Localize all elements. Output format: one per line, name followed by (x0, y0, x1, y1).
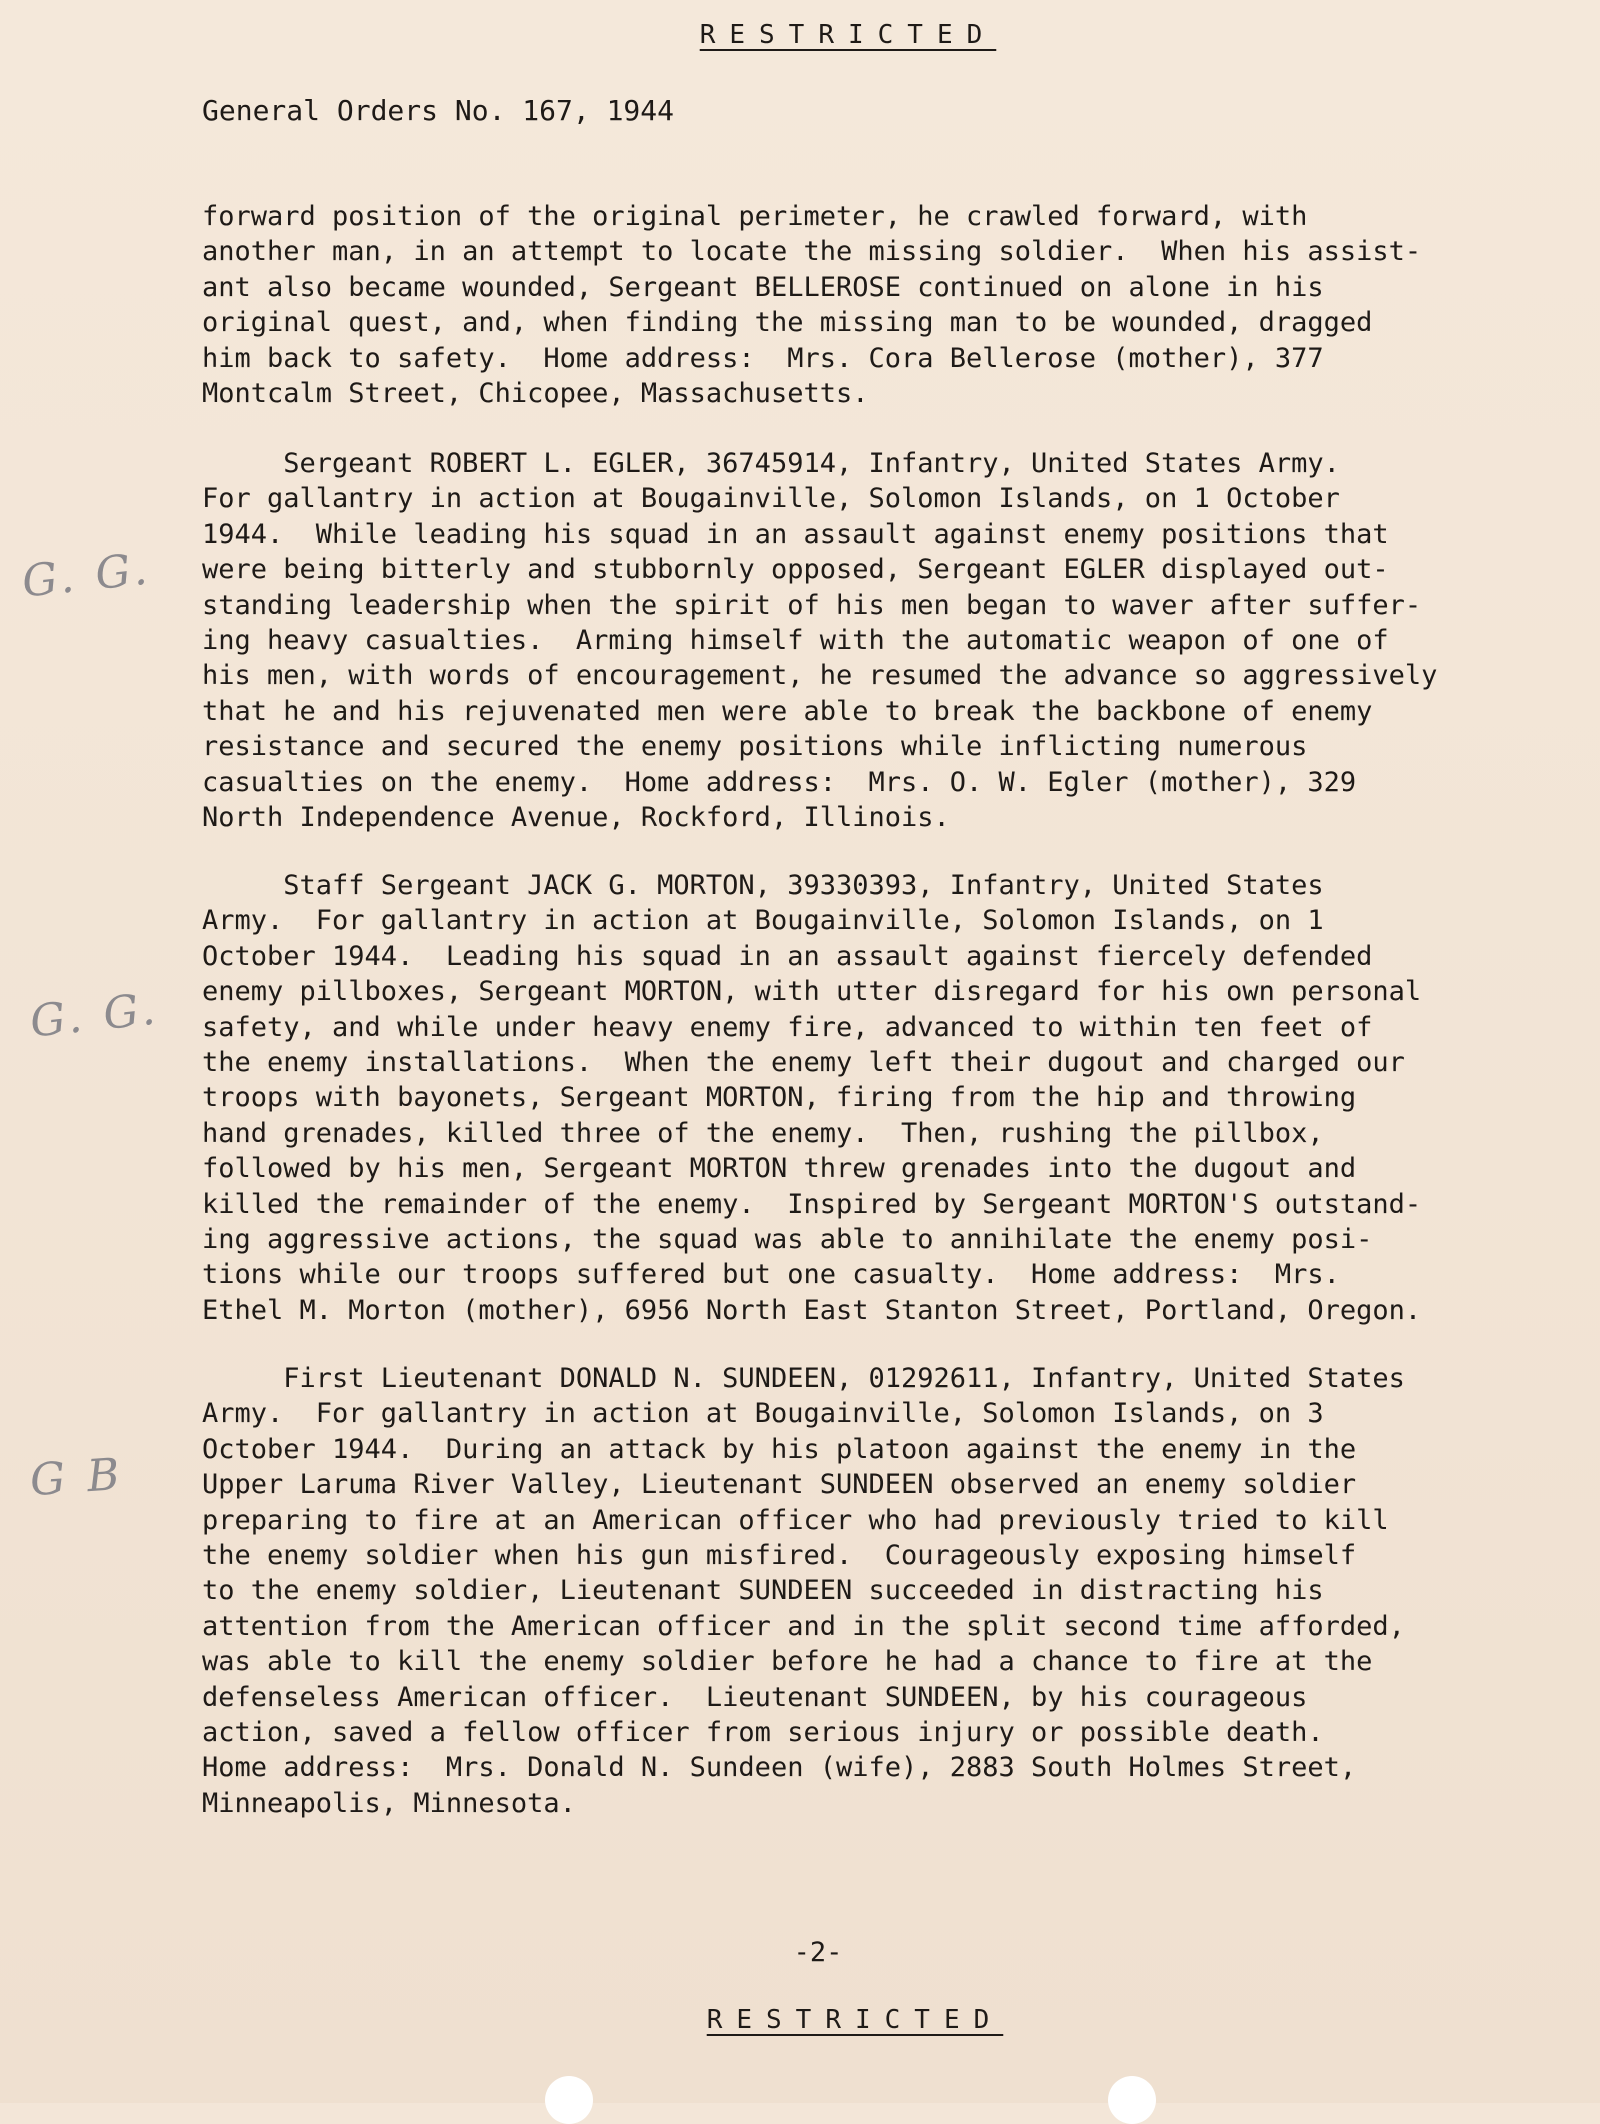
citation-morton-paragraph: Staff Sergeant JACK G. MORTON, 39330393, Infantry, United States Army. For gallantry in action at Bougainville, Solomon Islands, on 1 October 1944. Leading his squad in an assault against fiercely defended enemy pillboxes, Sergeant MORTON, with utter disregard for his own personal safety, and while under heavy enemy fire, advanced to within ten feet of the enemy installations. When the enemy left their dugout and charged our troops with bayonets, Sergeant MORTON, firing from the hip and throwing hand grenades, killed three of the enemy. Then, rushing the pillbox, followed by his men, Sergeant MORTON threw grenades into the dugout and killed the remainder of the enemy. Inspired by Sergeant MORTON'S outstand- ing aggressive actions, the squad was able to annihilate the enemy posi- tions while our troops suffered but one casualty. Home address: Mrs. Ethel M. Morton (mother), 6956 North East Stanton Street, Portland, Oregon. (202, 870, 1422, 1326)
citation-egler-paragraph: Sergeant ROBERT L. EGLER, 36745914, Infantry, United States Army. For gallantry in action at Bougainville, Solomon Islands, on 1 October 1944. While leading his squad in an assault against enemy positions that were being bitterly and stubbornly opposed, Sergeant EGLER displayed out- standing leadership when the spirit of his men began to waver after suffer- ing heavy casualties. Arming himself with the automatic weapon of one of his men, with words of encouragement, he resumed the advance so aggressively that he and his rejuvenated men were able to break the backbone of enemy resistance and secured the enemy positions while inflicting numerous casualties on the enemy. Home address: Mrs. O. W. Egler (mother), 329 North Independence Avenue, Rockford, Illinois. (202, 448, 1438, 834)
citation-continuation-paragraph: forward position of the original perimeter, he crawled forward, with another man, in an attempt to locate the missing soldier. When his assist- ant also became wounded, Sergeant BELLEROSE continued on alone in his original quest, and, when finding the missing man to be wounded, dragged him back to safety. Home address: Mrs. Cora Bellerose (mother), 377 Montcalm Street, Chicopee, Massachusetts. (202, 201, 1422, 410)
handwritten-margin-note: G B (28, 1448, 126, 1507)
handwritten-margin-note: G. G. (19, 543, 154, 608)
handwritten-margin-note: G. G. (27, 983, 162, 1048)
punch-hole (1108, 2076, 1156, 2124)
page-number: -2- (793, 1937, 843, 1968)
classification-footer: RESTRICTED (706, 2005, 1004, 2035)
general-orders-heading: General Orders No. 167, 1944 (202, 94, 675, 127)
punch-hole (545, 2076, 593, 2124)
citation-sundeen-paragraph: First Lieutenant DONALD N. SUNDEEN, 01292611, Infantry, United States Army. For gallantry in action at Bougainville, Solomon Islands, on 3 October 1944. During an attack by his platoon against the enemy in the Upper Laruma River Valley, Lieutenant SUNDEEN observed an enemy soldier preparing to fire at an American officer who had previously tried to kill the enemy soldier when his gun misfired. Courageously exposing himself to the enemy soldier, Lieutenant SUNDEEN succeeded in distracting his attention from the American officer and in the split second time afforded, was able to kill the enemy soldier before he had a chance to fire at the defenseless American officer. Lieutenant SUNDEEN, by his courageous action, saved a fellow officer from serious injury or possible death. Home address: Mrs. Donald N. Sundeen (wife), 2883 South Holmes Street, Minneapolis, Minnesota. (202, 1363, 1405, 1819)
classification-header: RESTRICTED (699, 20, 997, 50)
